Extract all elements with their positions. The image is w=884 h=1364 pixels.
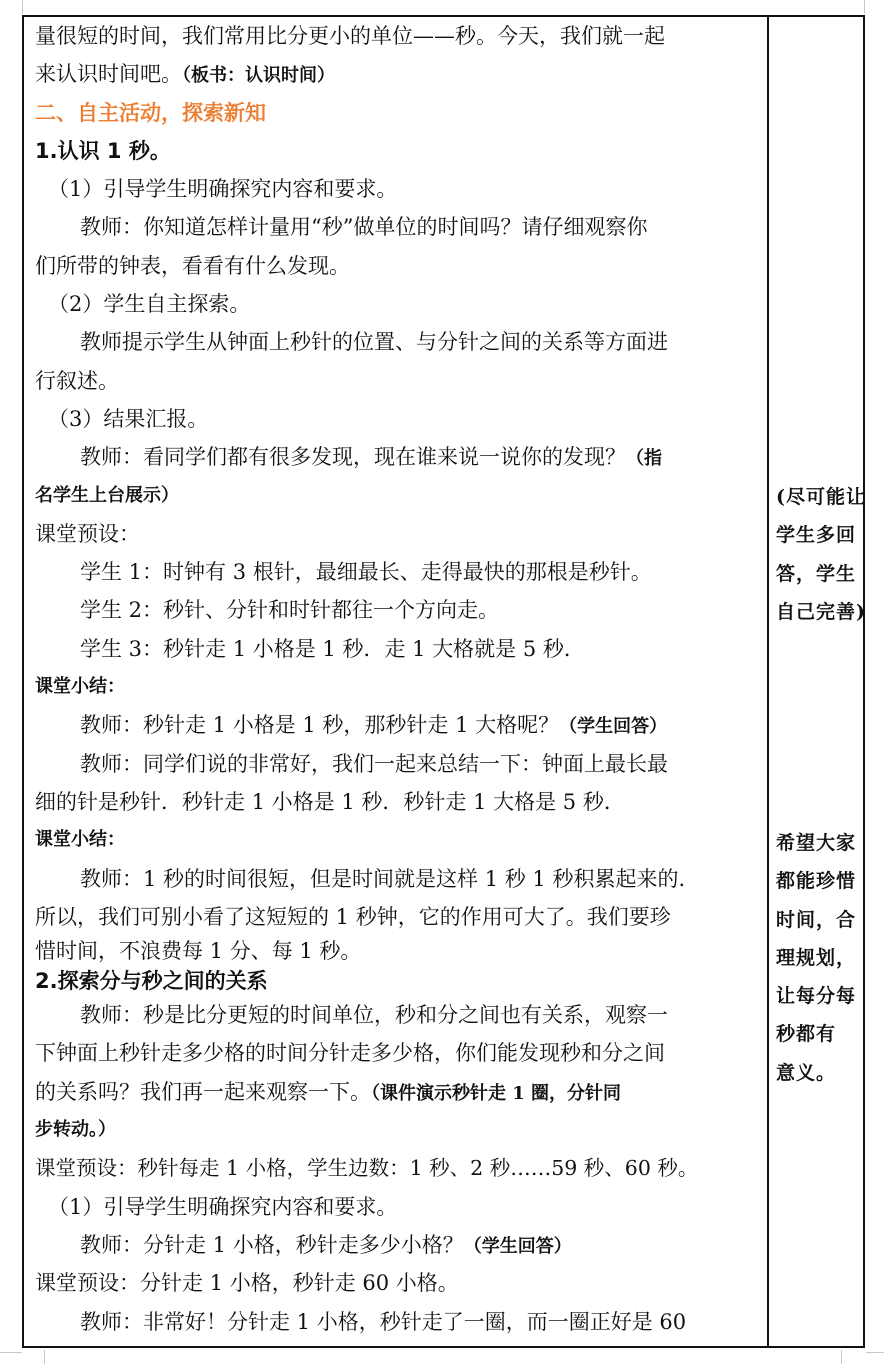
side-note-2 [776,824,880,1092]
section-heading: 二、自主活动，探索新知 [35,100,266,125]
summary1-label: 课堂小结： [35,676,125,698]
lesson-plan-table [22,15,865,1348]
board-note: （板书：认识时间） [182,65,335,87]
part1-student3: 学生 3：秒针走 1 小格是 1 秒．走 1 大格就是 5 秒． [80,636,585,661]
part2-preset2: 课堂预设：分针走 1 小格，秒针走 60 小格。 [35,1271,459,1296]
side-note-2-line: 秒都有 [776,1023,837,1046]
part2-teacher1-line3: 的关系吗？我们再一起来观察一下。（课件演示秒针走 1 圈，分针同 [35,1079,622,1104]
intro-line-1: 量很短的时间，我们常用比分更小的单位——秒。今天，我们就一起 [35,24,665,48]
part1-teacher1-line1: 教师：你知道怎样计量用“秒”做单位的时间吗？请仔细观察你 [80,215,648,240]
part1-teacher2-line2: 行叙述。 [35,368,119,393]
summary2-line1: 教师：1 秒的时间很短，但是时间就是这样 1 秒 1 秒积累起来的. [80,866,686,891]
part1-step3: （3）结果汇报。 [48,406,209,431]
part1-teacher3-line1: 教师：看同学们都有很多发现，现在谁来说一说你的发现？（指 [80,445,662,470]
part2-step1: （1）引导学生明确探究内容和要求。 [48,1194,398,1219]
part1-teacher3-line2: 名学生上台展示） [35,484,179,506]
side-note-1-line: 答，学生 [776,562,857,585]
crop-mark-bottom-left-h [0,1352,22,1353]
part1-title: 1.认识 1 秒。 [35,138,171,163]
part1-teacher1-line2: 们所带的钟表，看看有什么发现。 [35,253,350,278]
side-note-2-line: 让每分每 [776,985,857,1008]
main-content-column [35,17,755,1341]
summary2-label: 课堂小结： [35,829,125,851]
crop-mark-top-left-v [22,0,23,14]
part1-teacher2-line1: 教师提示学生从钟面上秒针的位置、与分针之间的关系等方面进 [80,330,668,355]
part1-student1: 学生 1：时钟有 3 根针，最细最长、走得最快的那根是秒针。 [80,560,652,585]
side-note-2-line: 时间，合 [776,908,857,931]
part1-step2: （2）学生自主探索。 [48,292,251,317]
side-note-1 [776,478,880,631]
part1-preset-label: 课堂预设： [35,521,140,546]
part2-teacher2: 教师：分针走 1 小格，秒针走多少小格？（学生回答） [80,1232,572,1257]
part2-teacher1-line1: 教师：秒是比分更短的时间单位，秒和分之间也有关系，观察一 [80,1003,668,1028]
crop-mark-bottom-right-h [866,1352,884,1353]
intro-line-2: 来认识时间吧。（板书：认识时间） [35,62,335,87]
crop-mark-top-right-v [864,0,865,14]
part1-step1: （1）引导学生明确探究内容和要求。 [48,177,398,202]
part2-teacher1-line4: 步转动。） [35,1119,116,1141]
side-note-2-line: 意义。 [776,1061,837,1084]
summary1-teacher2-line2: 细的针是秒针．秒针走 1 小格是 1 秒．秒针走 1 大格是 5 秒． [35,789,625,814]
part2-title: 2.探索分与秒之间的关系 [35,969,268,994]
part2-preset1: 课堂预设：秒针每走 1 小格，学生边数：1 秒、2 秒……59 秒、60 秒。 [35,1156,699,1181]
summary1-teacher: 教师：秒针走 1 小格是 1 秒，那秒针走 1 大格呢？（学生回答） [80,713,668,738]
summary1-teacher2-line1: 教师：同学们说的非常好，我们一起来总结一下：钟面上最长最 [80,751,668,776]
side-note-1-line: (尽可能让 [776,486,866,508]
column-divider [767,17,769,1346]
crop-mark-bottom-left-v [44,1350,45,1364]
side-note-1-line: 自己完善) [776,600,866,623]
side-note-2-line: 都能珍惜 [776,870,857,893]
part2-teacher1-line2: 下钟面上秒针走多少格的时间分针走多少格，你们能发现秒和分之间 [35,1041,665,1066]
part2-teacher3: 教师：非常好！分针走 1 小格，秒针走了一圈，而一圈正好是 60 [80,1309,687,1334]
side-note-2-line: 希望大家 [776,832,857,854]
crop-mark-bottom-right-v [841,1350,842,1364]
side-note-1-line: 学生多回 [776,524,857,547]
side-note-2-line: 理规划， [776,946,857,969]
summary2-line2: 所以，我们可别小看了这短短的 1 秒钟，它的作用可大了。我们要珍 [35,904,671,929]
summary2-line3: 惜时间，不浪费每 1 分、每 1 秒。 [35,939,362,964]
part1-student2: 学生 2：秒针、分针和时针都往一个方向走。 [80,598,500,623]
